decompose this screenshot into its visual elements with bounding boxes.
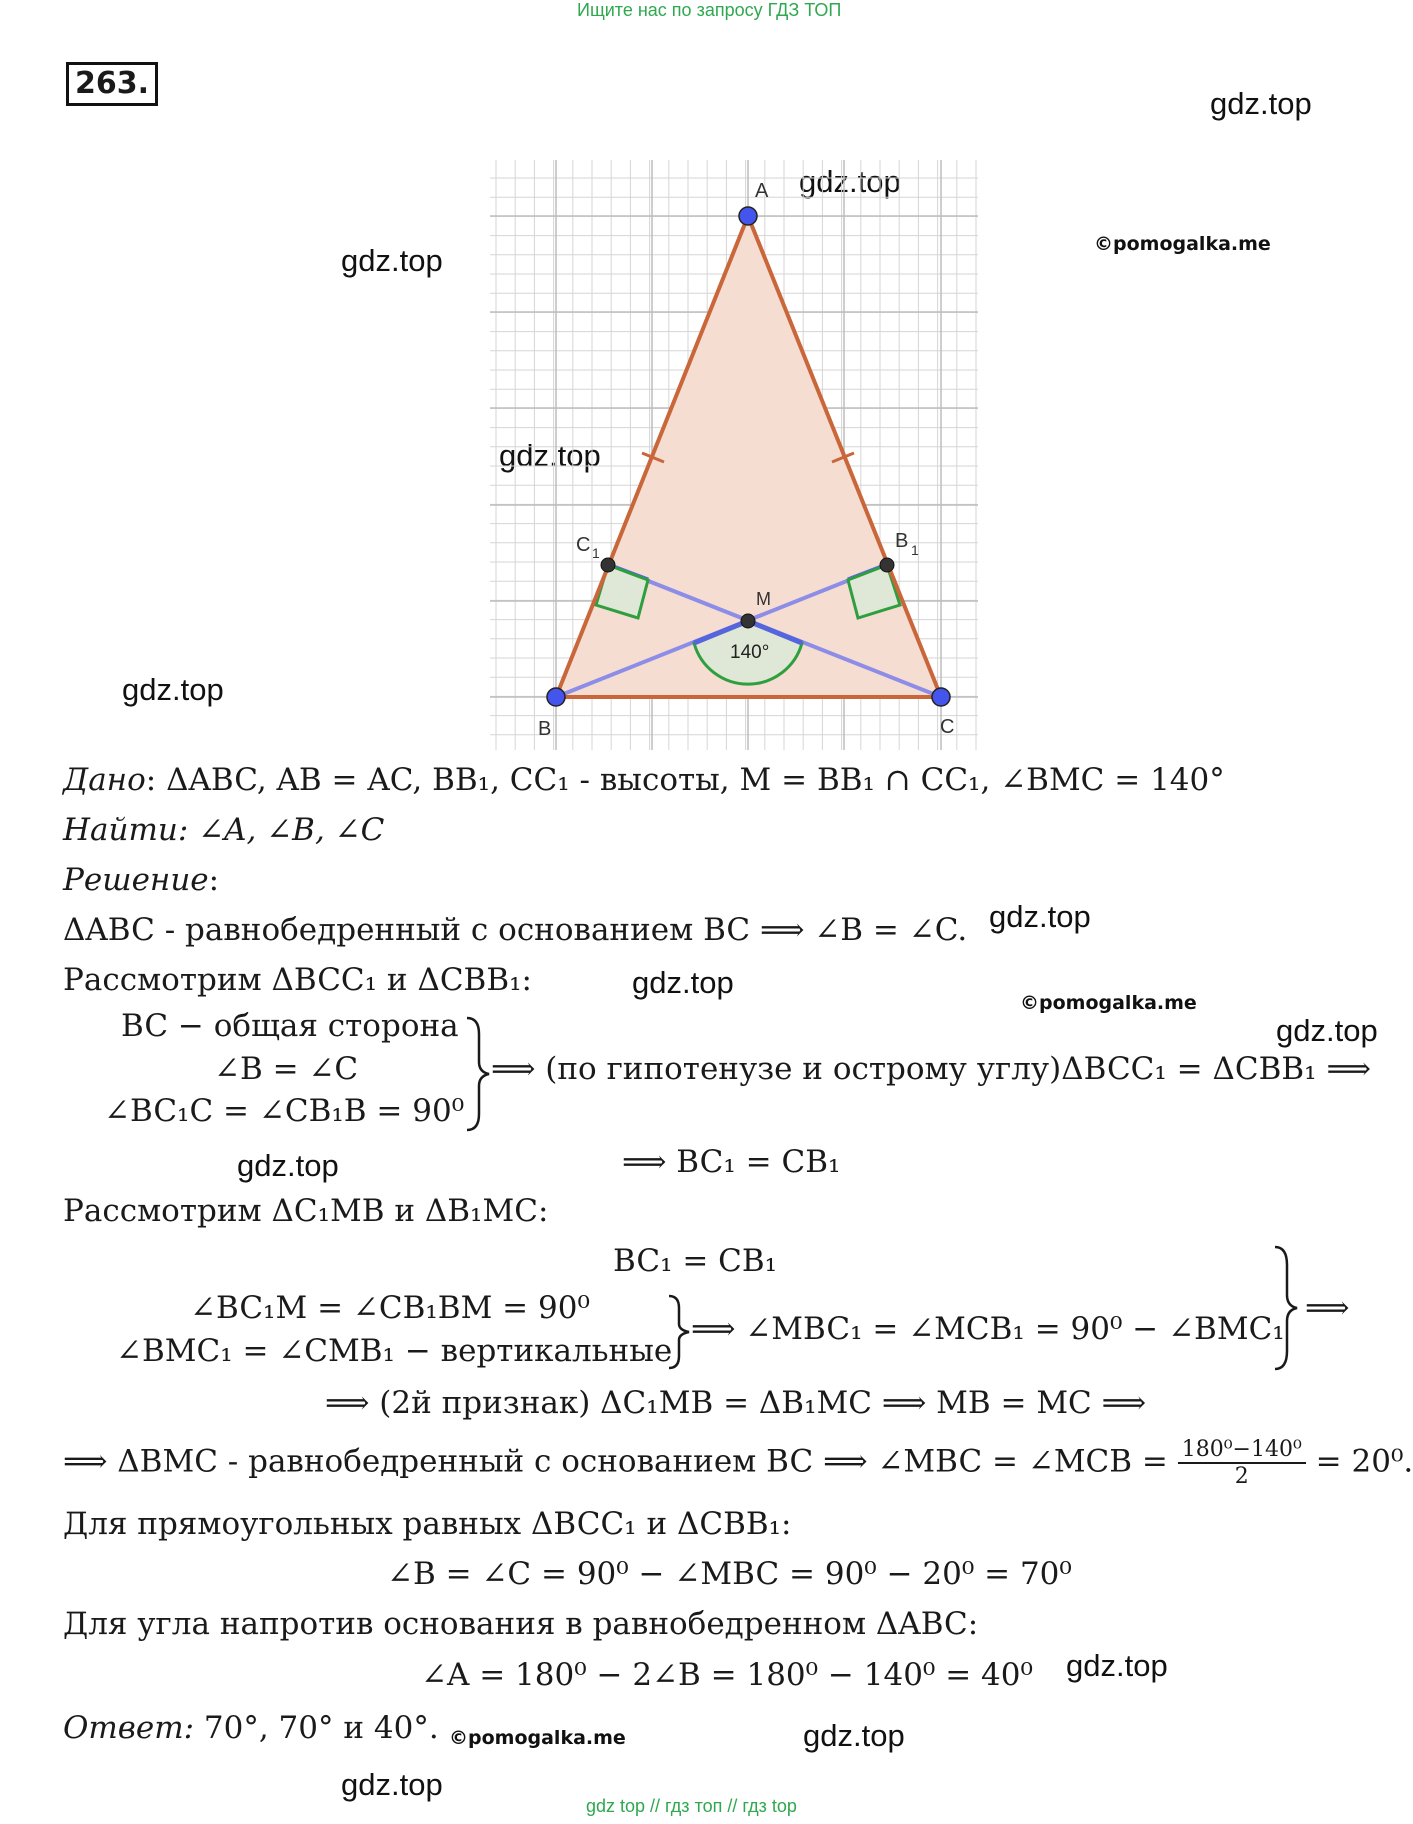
find-line: [63, 812, 384, 848]
label-b1: B: [895, 530, 909, 552]
system2-brace-right: [1271, 1243, 1301, 1373]
system2-result: ⟹ ∠MBC₁ = ∠MCB₁ = 90⁰ − ∠BMC₁: [691, 1311, 1285, 1347]
watermark-gdz: gdz.top: [803, 1718, 905, 1753]
find-label: Найти: [63, 812, 178, 848]
label-angle: 140°: [730, 642, 770, 663]
label-b: B: [538, 718, 552, 740]
system1-a: BC − общая сторона: [121, 1008, 459, 1044]
solution-colon: :: [208, 862, 220, 898]
point-c1: [601, 558, 615, 572]
solution-line-4: Рассмотрим ΔC₁MB и ΔB₁MC:: [63, 1193, 549, 1229]
answer-line: [63, 1710, 439, 1746]
system2-brace-left: [665, 1292, 693, 1372]
watermark-gdz: gdz.top: [989, 899, 1091, 934]
point-c: [932, 688, 950, 706]
watermark-gdz: gdz.top: [341, 243, 443, 278]
given-label: Дано: [63, 762, 146, 798]
label-m: M: [756, 589, 771, 609]
solution-line-10: ∠A = 180⁰ − 2∠B = 180⁰ − 140⁰ = 40⁰: [421, 1657, 1033, 1693]
solution-line-5: ⟹ (2й признак) ΔC₁MB = ΔB₁MC ⟹ MB = MC ⟹: [325, 1385, 1147, 1421]
system2-b: ∠BC₁M = ∠CB₁BM = 90⁰: [190, 1290, 590, 1326]
system1-brace: [463, 1014, 493, 1134]
point-b1: [880, 558, 894, 572]
watermark-gdz: gdz.top: [799, 164, 901, 199]
system1-b: ∠B = ∠C: [214, 1051, 359, 1087]
fraction: [1178, 1437, 1306, 1489]
solution-line-7: Для прямоугольных равных ΔBCC₁ и ΔCBB₁:: [63, 1506, 792, 1542]
system2-arrow: ⟹: [1305, 1290, 1350, 1326]
watermark-gdz: gdz.top: [341, 1767, 443, 1802]
watermark-gdz: gdz.top: [1210, 86, 1312, 121]
line6-text-a: ⟹ ΔBMC - равнобедренный с основанием BC ⟹ ∠MBC = ∠MCB =: [63, 1443, 1168, 1480]
watermark-gdz: gdz.top: [1066, 1648, 1168, 1683]
point-b: [547, 688, 565, 706]
watermark-pomogalka: ©pomogalka.me: [1094, 233, 1271, 255]
label-c1: C: [576, 534, 591, 556]
solution-line-3: ⟹ BC₁ = CB₁: [622, 1144, 841, 1180]
watermark-pomogalka: ©pomogalka.me: [449, 1727, 626, 1749]
answer-label: Ответ:: [63, 1710, 195, 1746]
system2-a: BC₁ = CB₁: [613, 1243, 778, 1279]
given-line: [63, 762, 1225, 798]
watermark-gdz: gdz.top: [499, 438, 601, 473]
given-text: : ΔABC, AB = AC, BB₁, CC₁ - высоты, M = BB₁ ∩ CC₁, ∠BMC = 140°: [145, 762, 1225, 798]
label-c1-sub: 1: [592, 545, 600, 561]
fraction-denominator: 2: [1234, 1464, 1249, 1489]
search-note: Ищите нас по запросу ГДЗ ТОП: [577, 0, 842, 20]
point-m: [741, 614, 755, 628]
solution-line-9: Для угла напротив основания в равнобедренном ΔABC:: [63, 1606, 979, 1642]
problem-number: 263.: [66, 62, 158, 106]
label-b1-sub: 1: [911, 542, 919, 558]
triangle-figure: [490, 160, 990, 760]
watermark-gdz: gdz.top: [1276, 1013, 1378, 1048]
solution-line-2: Рассмотрим ΔBCC₁ и ΔCBB₁:: [63, 962, 532, 998]
watermark-pomogalka: ©pomogalka.me: [1020, 992, 1197, 1014]
system1-c: ∠BC₁C = ∠CB₁B = 90⁰: [104, 1093, 465, 1129]
label-a: A: [755, 180, 769, 202]
find-text: : ∠A, ∠B, ∠C: [177, 812, 385, 848]
watermark-gdz: gdz.top: [632, 965, 734, 1000]
solution-label: Решение: [63, 862, 209, 898]
system2-c: ∠BMC₁ = ∠CMB₁ − вертикальные: [116, 1333, 673, 1369]
solution-line-6: [63, 1437, 1413, 1489]
fraction-numerator: 180⁰−140⁰: [1178, 1437, 1306, 1464]
label-c: C: [940, 716, 955, 738]
point-a: [739, 207, 757, 225]
solution-heading: [63, 862, 219, 898]
watermark-gdz: gdz.top: [122, 672, 224, 707]
watermark-gdz: gdz.top: [237, 1148, 339, 1183]
line6-text-b: = 20⁰.: [1315, 1443, 1413, 1480]
solution-line-8: ∠B = ∠C = 90⁰ − ∠MBC = 90⁰ − 20⁰ = 70⁰: [387, 1556, 1072, 1592]
footer-links: gdz top // гдз топ // гдз top: [586, 1796, 797, 1816]
solution-line-1: ΔABC - равнобедренный с основанием BC ⟹ ∠B = ∠C.: [63, 912, 968, 948]
answer-text: 70°, 70° и 40°.: [194, 1710, 439, 1746]
system1-result: ⟹ (по гипотенузе и острому углу)ΔBCC₁ = ΔCBB₁ ⟹: [491, 1051, 1371, 1087]
